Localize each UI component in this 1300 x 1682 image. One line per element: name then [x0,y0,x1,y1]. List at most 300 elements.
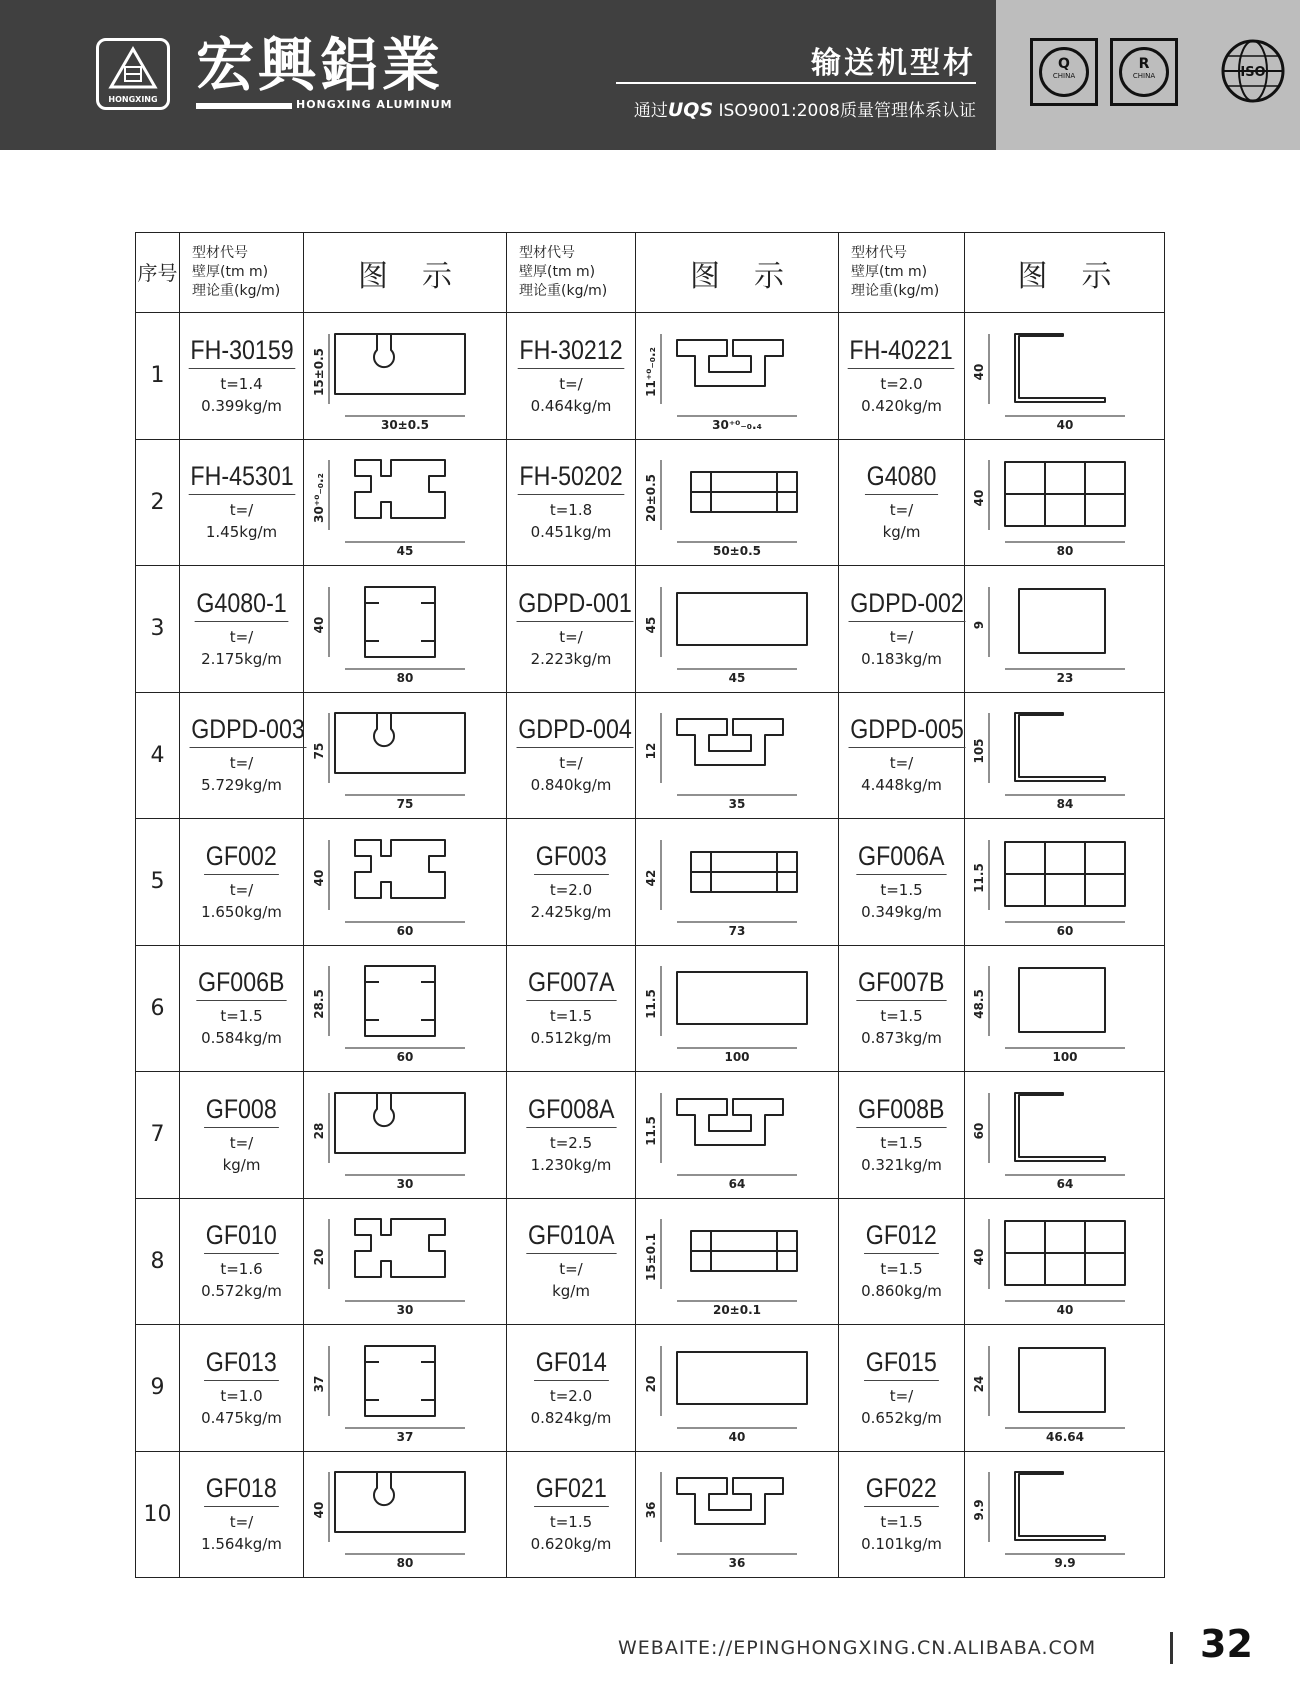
cert-mark: UQS [667,99,714,121]
wall-thickness: t=1.4 [220,374,263,393]
profile-spec-cell [507,1198,636,1325]
profile-spec-cell [507,439,636,566]
col-code-header [839,233,965,313]
profile-drawing-cell [304,1325,507,1452]
profile-spec-cell [839,439,965,566]
profile-spec-cell [839,819,965,946]
theoretical-weight: 0.572kg/m [201,1282,282,1301]
profile-code: FH-30159 [189,335,296,369]
profile-spec-cell [180,313,304,440]
profile-code: GF008A [526,1094,616,1128]
theoretical-weight: 4.448kg/m [861,776,942,795]
dim-width-label: 23 [1056,670,1073,685]
profile-section-drawing [971,1079,1155,1191]
theoretical-weight: 0.399kg/m [201,396,282,415]
row-number: 1 [136,313,180,440]
table-header-row [136,233,1165,313]
dim-height-label: 15±0.1 [644,1233,658,1282]
theoretical-weight: 5.729kg/m [201,776,282,795]
dim-height-label: 40 [312,869,326,887]
profile-section-drawing [971,1332,1155,1444]
profile-code: GDPD-004 [517,714,634,748]
dim-height-label: 15±0.5 [312,347,326,396]
profile-drawing-cell [304,945,507,1072]
theoretical-weight: 0.420kg/m [861,396,942,415]
profile-spec-cell [507,313,636,440]
table-row [136,439,1165,566]
profile-spec-cell [180,439,304,566]
wall-thickness: t=1.5 [880,1007,923,1026]
dim-height-label: 40 [971,489,986,507]
profile-section-drawing [971,826,1155,938]
dim-height-label: 12 [644,742,658,760]
wall-thickness: t=/ [889,501,914,520]
profile-drawing-cell [304,819,507,946]
logo-text: HONGXING [108,95,158,104]
dim-height-label: 11.5 [644,989,658,1020]
profile-section-drawing [644,1205,827,1318]
profile-code: GF007A [526,967,616,1001]
theoretical-weight: 1.650kg/m [201,902,282,921]
profile-spec-cell [180,819,304,946]
profile-section-drawing [312,446,495,559]
profile-spec-cell [839,1198,965,1325]
profile-section-drawing [644,699,827,812]
dim-height-label: 105 [971,738,986,764]
wall-thickness: t=2.0 [549,880,593,899]
dim-height-label: 28 [312,1122,326,1140]
profile-drawing-cell [636,1325,839,1452]
profile-code: GDPD-002 [849,588,966,622]
dim-width-label: 60 [396,1050,414,1065]
table-row [136,566,1165,693]
dim-width-label: 45 [728,670,746,685]
dim-width-label: 60 [396,923,414,938]
profile-spec-cell [507,1451,636,1578]
wall-thickness: t=/ [559,754,583,773]
profile-drawing-cell [304,1072,507,1199]
profile-spec-cell [507,819,636,946]
wall-thickness: t=/ [889,1386,914,1405]
row-number: 3 [136,566,180,693]
dim-height-label: 48.5 [971,989,986,1020]
profile-drawing-cell [636,1451,839,1578]
dim-width-label: 80 [1056,544,1073,559]
row-number: 8 [136,1198,180,1325]
profile-section-drawing [644,446,827,559]
profile-drawing-cell [965,566,1165,693]
theoretical-weight: 0.475kg/m [201,1408,282,1427]
profile-drawing-cell [965,439,1165,566]
dim-width-label: 36 [728,1556,746,1571]
wall-thickness: t=1.6 [220,1260,263,1279]
dim-width-label: 60 [1056,923,1073,938]
dim-width-label: 37 [396,1429,414,1444]
dim-width-label: 64 [728,1176,746,1191]
profile-spec-cell [507,1325,636,1452]
profile-drawing-cell [304,1451,507,1578]
dim-width-label: 45 [396,544,414,559]
theoretical-weight: 0.464kg/m [530,396,612,415]
profile-section-drawing [644,1458,827,1571]
profile-section-drawing [971,952,1155,1065]
dim-height-label: 60 [971,1122,986,1140]
wall-thickness: t=/ [229,754,254,773]
q-china-badge [1030,38,1098,106]
catalog-title: 输送机型材 [811,46,976,81]
profile-section-drawing [971,699,1155,812]
profile-drawing-cell [304,439,507,566]
profile-spec-cell [180,566,304,693]
theoretical-weight: 0.652kg/m [861,1408,942,1427]
profile-drawing-cell [636,819,839,946]
dim-height-label: 20 [312,1248,326,1266]
col-pic-header: 图示 [965,233,1165,313]
profile-code: GF003 [534,841,608,875]
dim-height-label: 28.5 [312,989,326,1020]
col-pic-header: 图示 [636,233,839,313]
badge-sub: CHINA [1132,72,1156,80]
wall-thickness: t=1.5 [880,1260,923,1279]
wall-thickness: t=1.8 [549,501,593,520]
row-number: 2 [136,439,180,566]
profile-section-drawing [312,826,495,938]
col-code-line-3: 理论重(kg/m) [192,283,281,299]
profile-section-drawing [644,320,827,432]
wall-thickness: t=1.5 [880,1513,923,1532]
profile-spec-cell [180,1072,304,1199]
dim-height-label: 11.5 [644,1115,658,1146]
col-code-line-1: 型材代号 [192,245,248,261]
table-row [136,1198,1165,1325]
profile-section-drawing [312,1332,495,1444]
iso-globe-icon [1220,38,1286,104]
cert-suffix: ISO9001:2008质量管理体系认证 [718,101,976,121]
col-code-line-2: 壁厚(tm m) [519,264,596,280]
row-number: 10 [136,1451,180,1578]
brand-name-en: HONGXING ALUMINUM [296,98,453,111]
profile-code: GDPD-001 [517,588,634,622]
brand-underline [196,103,292,109]
globe-text: ISO [1240,65,1266,80]
dim-width-label: 75 [396,797,414,812]
wall-thickness: t=1.5 [880,1133,923,1152]
profile-spec-cell [839,566,965,693]
profile-drawing-cell [636,692,839,819]
col-code-line-1: 型材代号 [519,245,575,261]
wall-thickness: t=/ [229,1513,254,1532]
wall-thickness: t=/ [889,754,914,773]
theoretical-weight: 0.620kg/m [530,1535,612,1554]
profile-code: GF007B [857,967,947,1001]
wall-thickness: t=2.0 [880,374,923,393]
wall-thickness: t=/ [229,880,254,899]
theoretical-weight: 2.175kg/m [201,649,282,668]
footer-url: WEBAITE://EPINGHONGXING.CN.ALIBABA.COM [618,1637,1097,1659]
profile-code: FH-40221 [848,335,955,369]
theoretical-weight: 1.564kg/m [201,1535,282,1554]
dim-width-label: 40 [1056,1303,1073,1318]
badge-sub: CHINA [1052,72,1076,80]
profile-section-drawing [312,320,495,432]
wall-thickness: t=/ [559,627,583,646]
brand-name-cn: 宏興鋁業 [196,31,445,99]
profile-code: GF015 [864,1347,938,1381]
theoretical-weight: kg/m [222,1155,261,1174]
theoretical-weight: 0.512kg/m [530,1029,612,1048]
cert-prefix: 通过 [633,101,668,121]
profile-spec-cell [507,945,636,1072]
profile-code: FH-45301 [189,461,296,495]
profile-code: FH-30212 [518,335,625,369]
profile-drawing-cell [965,1451,1165,1578]
profile-drawing-cell [965,945,1165,1072]
company-logo [96,38,170,110]
wall-thickness: t=/ [229,1133,254,1152]
dim-width-label: 84 [1056,797,1073,812]
theoretical-weight: 2.425kg/m [530,902,612,921]
title-divider [616,82,976,84]
wall-thickness: t=2.5 [549,1133,593,1152]
profile-code: GF006B [197,967,287,1001]
profile-section-drawing [312,952,495,1065]
profile-code: GF013 [204,1347,278,1381]
profile-spec-cell [507,1072,636,1199]
certification-text [616,96,976,121]
row-number: 9 [136,1325,180,1452]
wall-thickness: t=/ [559,1260,583,1279]
badge-letter: R [1138,56,1150,72]
dim-width-label: 40 [728,1429,746,1444]
table-row [136,1072,1165,1199]
profile-spec-cell [180,692,304,819]
profile-drawing-cell [965,819,1165,946]
badge-letter: Q [1058,56,1070,72]
profile-spec-cell [507,566,636,693]
profile-code: GDPD-005 [849,714,966,748]
profile-spec-cell [180,945,304,1072]
row-number: 6 [136,945,180,1072]
theoretical-weight: kg/m [552,1282,590,1301]
profile-drawing-cell [636,1072,839,1199]
profile-drawing-cell [636,945,839,1072]
footer-separator [1170,1632,1173,1664]
dim-width-label: 20±0.1 [712,1303,762,1318]
dim-width-label: 100 [1051,1050,1078,1065]
profile-drawing-cell [965,313,1165,440]
table-row [136,819,1165,946]
wall-thickness: t=1.5 [549,1513,593,1532]
theoretical-weight: 0.321kg/m [861,1155,942,1174]
profile-drawing-cell [304,313,507,440]
col-code-header [180,233,304,313]
dim-height-label: 20 [644,1375,658,1393]
profile-section-drawing [312,1458,495,1571]
profile-drawing-cell [304,692,507,819]
profile-table [135,232,1165,1578]
dim-height-label: 40 [312,616,326,634]
wall-thickness: t=/ [889,627,914,646]
wall-thickness: t=/ [559,374,583,393]
dim-height-label: 40 [971,363,986,381]
page-number: 32 [1200,1622,1253,1666]
dim-height-label: 37 [312,1375,326,1393]
col-code-line-3: 理论重(kg/m) [851,283,940,299]
theoretical-weight: kg/m [882,523,921,542]
dim-height-label: 45 [644,616,658,634]
profile-drawing-cell [636,439,839,566]
profile-code: G4080-1 [195,588,289,622]
profile-drawing-cell [965,1072,1165,1199]
dim-width-label: 64 [1056,1176,1073,1191]
dim-width-label: 40 [1056,417,1073,432]
row-number: 4 [136,692,180,819]
profile-section-drawing [312,699,495,812]
dim-height-label: 9.9 [971,1499,986,1521]
col-code-line-2: 壁厚(tm m) [851,264,928,280]
profile-spec-cell [839,692,965,819]
profile-spec-cell [839,1451,965,1578]
profile-section-drawing [312,1205,495,1318]
dim-width-label: 80 [396,670,414,685]
col-code-header [507,233,636,313]
table-row [136,1451,1165,1578]
dim-width-label: 30⁺⁰₋₀.₄ [712,417,762,432]
profile-drawing-cell [965,1325,1165,1452]
theoretical-weight: 0.451kg/m [530,523,612,542]
dim-width-label: 9.9 [1053,1556,1076,1571]
dim-height-label: 40 [312,1501,326,1519]
profile-section-drawing [644,952,827,1065]
profile-spec-cell [839,313,965,440]
dim-height-label: 75 [312,742,326,760]
profile-code: GDPD-003 [190,714,307,748]
dim-width-label: 80 [396,1556,414,1571]
theoretical-weight: 1.45kg/m [205,523,278,542]
profile-section-drawing [971,446,1155,559]
profile-section-drawing [312,573,495,685]
dim-height-label: 36 [644,1501,658,1519]
profile-drawing-cell [304,1198,507,1325]
theoretical-weight: 1.230kg/m [530,1155,612,1174]
profile-section-drawing [971,1205,1155,1318]
profile-spec-cell [507,692,636,819]
dim-height-label: 11⁺⁰₋₀.₂ [644,346,658,397]
profile-code: GF012 [864,1220,938,1254]
profile-section-drawing [644,573,827,685]
profile-code: GF006A [857,841,947,875]
profile-code: GF021 [534,1473,608,1507]
profile-code: GF022 [864,1473,938,1507]
dim-width-label: 50±0.5 [712,544,762,559]
dim-height-label: 30⁺⁰₋₀.₂ [312,473,326,524]
r-china-badge [1110,38,1178,106]
profile-code: GF010 [204,1220,278,1254]
profile-spec-cell [839,1325,965,1452]
profile-spec-cell [839,945,965,1072]
col-code-line-3: 理论重(kg/m) [519,283,608,299]
profile-code: GF008B [857,1094,947,1128]
dim-height-label: 11.5 [971,862,986,893]
dim-height-label: 42 [644,869,658,887]
row-number: 7 [136,1072,180,1199]
profile-spec-cell [180,1198,304,1325]
table-row [136,1325,1165,1452]
profile-drawing-cell [636,566,839,693]
profile-spec-cell [180,1325,304,1452]
theoretical-weight: 0.349kg/m [861,902,942,921]
logo-mark-icon [107,45,159,93]
theoretical-weight: 0.824kg/m [530,1408,612,1427]
dim-width-label: 100 [724,1050,750,1065]
theoretical-weight: 0.101kg/m [861,1535,942,1554]
theoretical-weight: 0.860kg/m [861,1282,942,1301]
profile-section-drawing [971,320,1155,432]
profile-spec-cell [180,1451,304,1578]
profile-drawing-cell [965,1198,1165,1325]
col-code-line-1: 型材代号 [851,245,907,261]
col-pic-header: 图示 [304,233,507,313]
theoretical-weight: 0.584kg/m [201,1029,282,1048]
theoretical-weight: 0.840kg/m [530,776,612,795]
dim-height-label: 24 [971,1375,986,1393]
wall-thickness: t=2.0 [549,1386,593,1405]
dim-width-label: 73 [728,923,746,938]
dim-height-label: 40 [971,1248,986,1266]
profile-section-drawing [644,826,827,938]
profile-spec-cell [839,1072,965,1199]
profile-drawing-cell [965,692,1165,819]
wall-thickness: t=1.5 [220,1007,263,1026]
col-code-line-2: 壁厚(tm m) [192,264,269,280]
dim-height-label: 9 [971,620,986,629]
row-number: 5 [136,819,180,946]
wall-thickness: t=1.5 [880,880,923,899]
profile-section-drawing [312,1079,495,1191]
profile-section-drawing [971,573,1155,685]
profile-section-drawing [971,1458,1155,1571]
wall-thickness: t=1.5 [549,1007,593,1026]
profile-code: FH-50202 [518,461,625,495]
profile-section-drawing [644,1332,827,1444]
dim-width-label: 30 [396,1176,414,1191]
table-row [136,692,1165,819]
profile-code: GF018 [204,1473,278,1507]
table-row [136,313,1165,440]
profile-drawing-cell [636,1198,839,1325]
dim-width-label: 30 [396,1303,414,1318]
profile-code: GF014 [534,1347,608,1381]
wall-thickness: t=/ [229,501,254,520]
col-no-header: 序号 [136,233,180,313]
wall-thickness: t=1.0 [220,1386,263,1405]
profile-drawing-cell [304,566,507,693]
profile-code: GF008 [204,1094,278,1128]
dim-width-label: 30±0.5 [380,417,430,432]
profile-section-drawing [644,1079,827,1191]
dim-width-label: 35 [728,797,746,812]
table-row [136,945,1165,1072]
profile-code: GF010A [526,1220,616,1254]
wall-thickness: t=/ [229,627,254,646]
profile-code: GF002 [204,841,278,875]
theoretical-weight: 2.223kg/m [530,649,612,668]
dim-height-label: 20±0.5 [644,474,658,523]
profile-drawing-cell [636,313,839,440]
profile-code: G4080 [865,461,938,495]
dim-width-label: 46.64 [1045,1429,1084,1444]
theoretical-weight: 0.873kg/m [861,1029,942,1048]
